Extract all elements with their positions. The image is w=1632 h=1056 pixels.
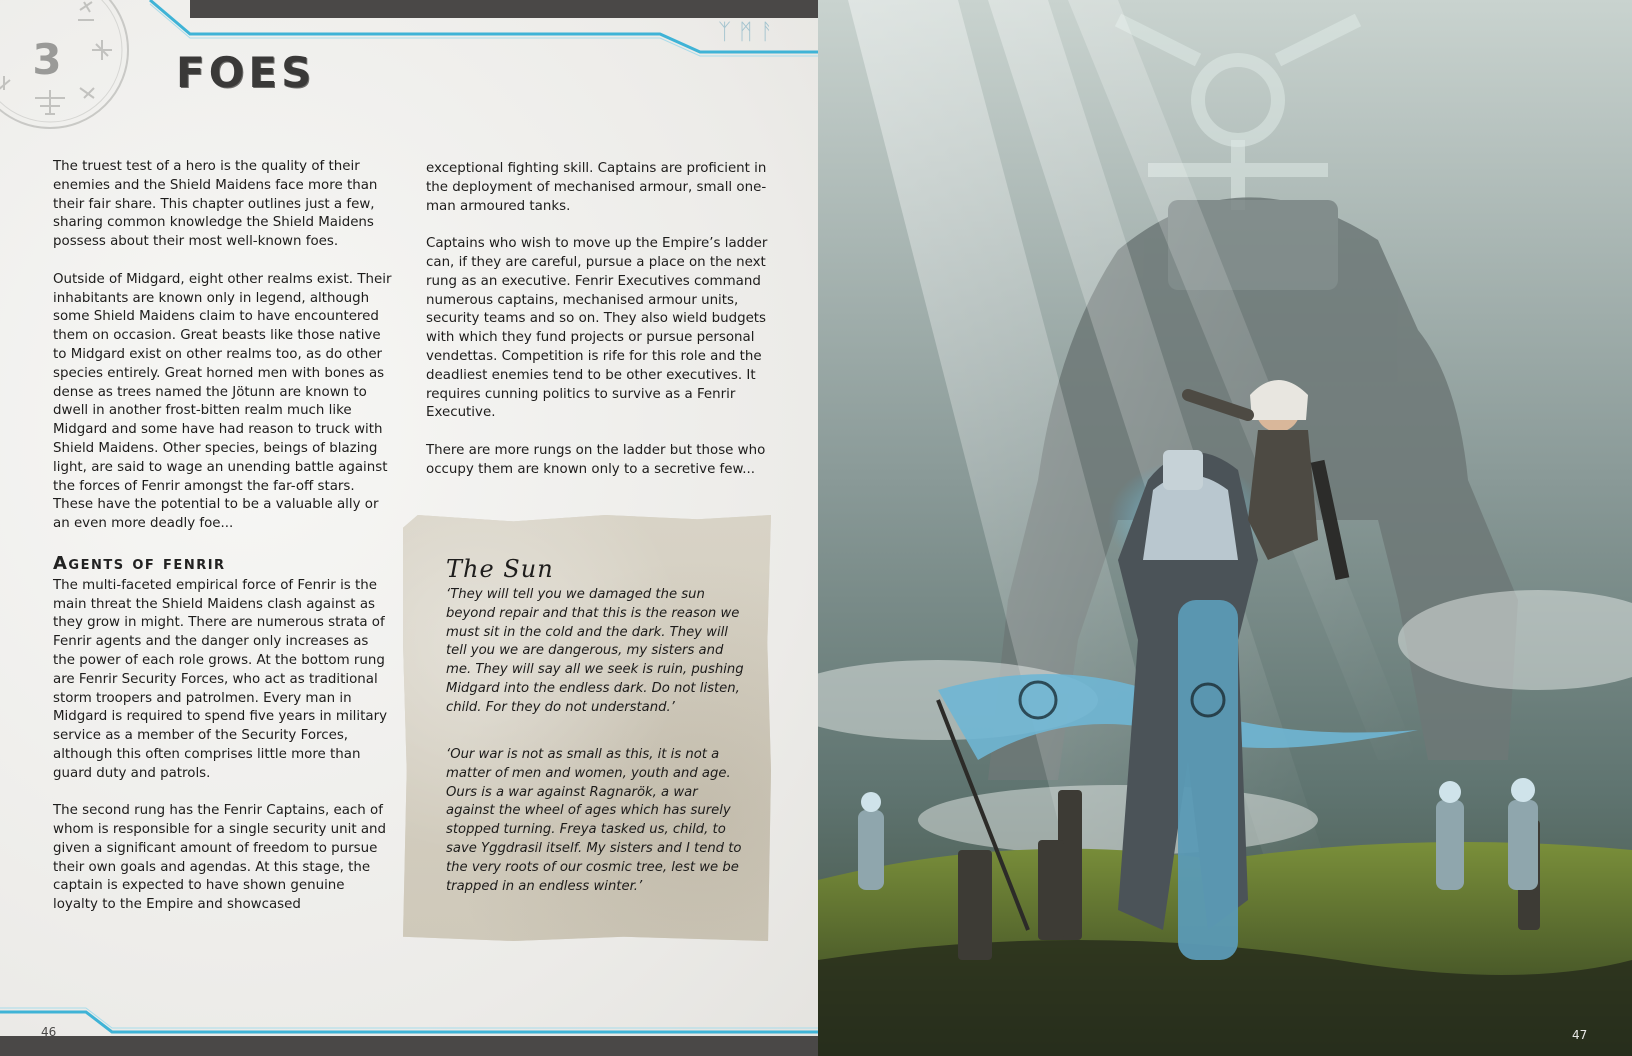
rungs-paragraph: There are more rungs on the ladder but those who occupy them are known only to a secretive few... [426, 442, 766, 477]
right-page-illustration [818, 0, 1632, 1056]
rune-circle-emblem [0, 0, 140, 140]
chapter-number: 3 [32, 35, 62, 84]
executives-paragraph: Captains who wish to move up the Empire’s ladder can, if they are careful, pursue a place on the next rung as an executive. Fenrir Executives command numerous captains, mechanised armour units, security teams and so on. They also wield budgets with which they fund projects or pursue personal vendettas. Competition is rife for this role and the deadliest enemies tend to be other executives. It requires cunning politics to survive as a Fenrir Executive. [426, 236, 768, 421]
realms-paragraph: Outside of Midgard, eight other realms exist. Their inhabitants are known only in legend, although some Shield Maidens claim to have encountered them on occasion. Great beasts like those native to Midgard exist on other realms too, as do other species entirely. Great horned men with bones as dense as trees named the Jötunn are known to dwell in another frost-bitten realm much like Midgard and some have had reason to truck with Shield Maidens. Other species, beings of blazing light, are said to wage an unending battle against the forces of Fenrir amongst the far-off stars. These have the potential to be a valuable ally or an even more deadly foe... [53, 271, 392, 532]
section-heading-agents-of-fenrir: Agents of fenrir [53, 552, 226, 574]
fantasy-illustration [818, 0, 1632, 1056]
agents-paragraph: The multi-faceted empirical force of Fenrir is the main threat the Shield Maidens clash against as they grow in might. There are numerous strata of Fenrir agents and the danger only increases as the power of each role grows. At the bottom rung are Fenrir Security Forces, who act as traditional storm troopers and patrolmen. Every man in Midgard is required to spend five years in military service as a member of the Security Forces, although this often comprises little more than guard duty and patrols. [53, 577, 387, 781]
captains-paragraph: The second rung has the Fenrir Captains, each of whom is responsible for a single security unit and given a significant amount of freedom to pursue their own goals and agendas. At this stage, the captain is expected to have shown genuine loyalty to the Empire and showcased [53, 803, 387, 913]
quote-paragraph-1: ‘They will tell you we damaged the sun beyond repair and that this is the reason we must sit in the cold and the dark. They will tell you we are dangerous, my sisters and me. They will say all we seek is ruin, pushing Midgard into the endless dark. Do not listen, child. For they do not understand.’ [446, 587, 744, 715]
page-number-left: 46 [41, 1025, 57, 1039]
bottom-footer-bar [0, 1036, 818, 1056]
left-text-column [53, 158, 393, 915]
captains-continued-paragraph: exceptional fighting skill. Captains are proficient in the deployment of mechanised armour, small one-man armoured tanks. [426, 161, 767, 214]
top-header-bar [190, 0, 818, 18]
right-text-column [426, 160, 771, 480]
quote-title: The Sun [446, 555, 554, 583]
rune-glyphs: ᛉᛗᚨ [718, 20, 782, 45]
chapter-title: FOES [176, 48, 316, 97]
page-number-right: 47 [1572, 1028, 1588, 1042]
quote-paragraph-2: ‘Our war is not as small as this, it is not a matter of men and women, youth and age. Ours is a war against Ragnarök, a war against the wheel of ages which has surely stopped turning. Freya tasked us, child, to save Yggdrasil itself. My sisters and I tend to the very roots of our cosmic tree, lest we be trapped in an endless winter.’ [446, 747, 742, 894]
intro-paragraph: The truest test of a hero is the quality of their enemies and the Shield Maidens face more than their fair share. This chapter outlines just a few, sharing common knowledge the Shield Maidens possess about their most well-known foes. [53, 159, 378, 250]
